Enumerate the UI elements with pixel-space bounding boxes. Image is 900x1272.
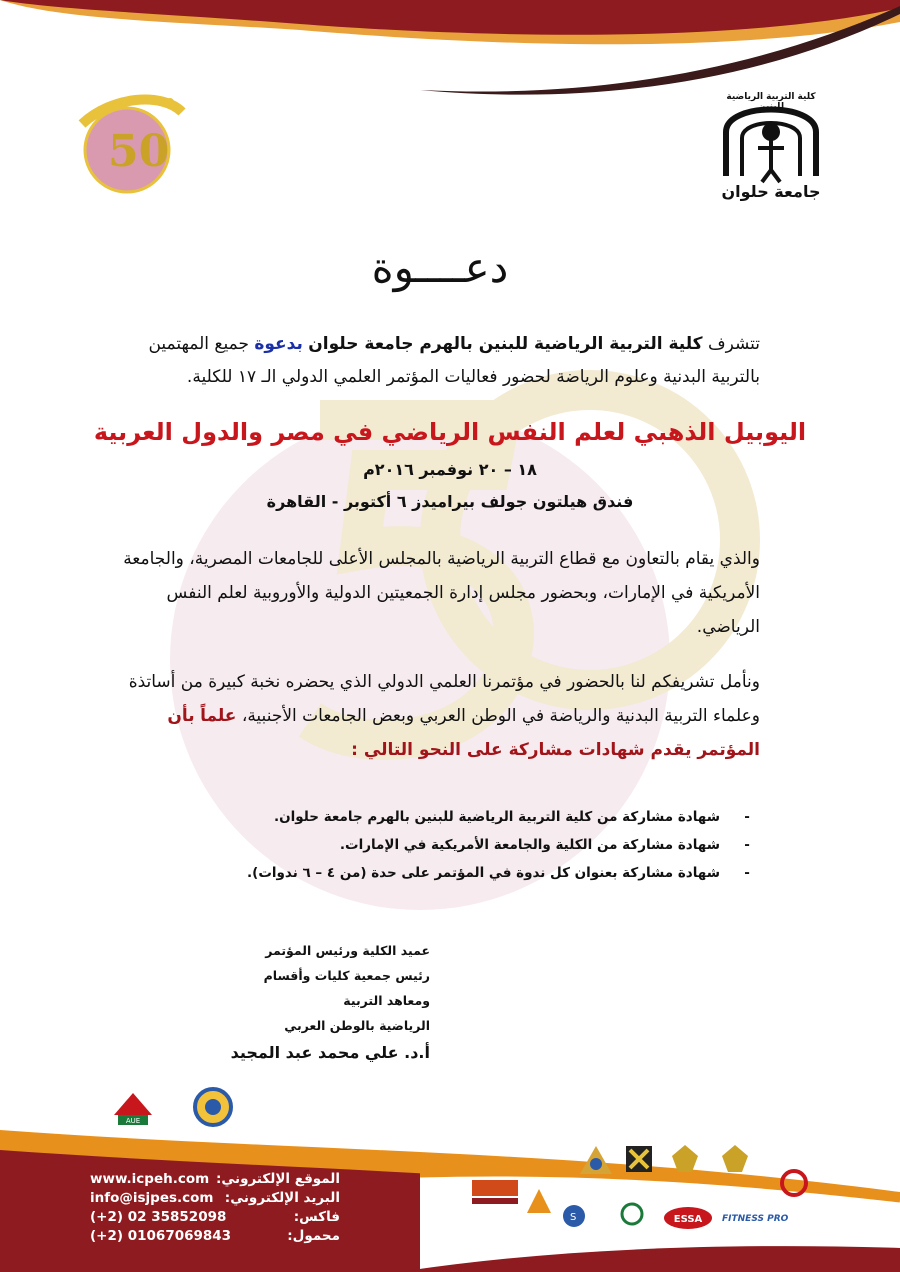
signature-title-line2: رئيس جمعية كليات وأقسام ومعاهد التربية [263,968,430,1008]
mobile-label: محمول: [287,1228,340,1244]
sponsor-logo-7 [778,1165,810,1201]
certificates-list [160,803,760,887]
signer-name: أ.د. علي محمد عبد المجيد [230,1043,430,1062]
contact-website-row [90,1170,340,1189]
intro-paragraph [120,328,760,394]
svg-text:ESSA: ESSA [673,1214,703,1225]
website-label: الموقع الإلكتروني: [216,1171,340,1187]
certificates-intro: بأن المؤتمر يقدم شهادات مشاركة على النحو التالي : [167,706,760,760]
svg-text:S: S [570,1212,577,1223]
svg-text:FITNESS PRO: FITNESS PRO [722,1214,789,1224]
contact-mobile-row [90,1227,340,1246]
helwan-logo-faculty-text: كلية التربية الرياضية للبنين [726,92,816,112]
event-venue: فندق هيلتون جولف بيراميدز ٦ أكتوبر - القاهرة [266,492,634,511]
intro-prefix: تتشرف [707,334,760,354]
event-dates: ١٨ – ٢٠ نوفمبر ٢٠١٦م [363,460,537,479]
list-item: - شهادة مشاركة من كلية التربية الرياضية للبنين بالهرم جامعة حلوان. [160,803,760,831]
attendance-emphasis: علماً [200,706,237,726]
fitness-pro-logo [720,1205,789,1231]
attendance-text: ونأمل تشريفكم لنا بالحضور في مؤتمرنا العلمي الدولي الذي يحضره نخبة كبيرة من أساتذة وعلماء التربية البدنية والرياضة في الوطن العربي وبعض الجامعات الأجنبية، [128,672,760,726]
list-item: - شهادة مشاركة من الكلية والجامعة الأمريكية في الإمارات. [160,831,760,859]
intro-invite-word: بدعوة [254,334,303,354]
sponsor-logo-3 [576,1140,616,1180]
sponsor-logo-4 [622,1142,656,1178]
list-item: - شهادة مشاركة بعنوان كل ندوة في المؤتمر على حدة (من ٤ – ٦ ندوات). [160,859,760,887]
email-value[interactable]: info@isjpes.com [90,1190,214,1206]
website-value[interactable]: www.icpeh.com [90,1171,210,1187]
invitation-title: دعــــوة [371,243,509,292]
fax-value: (+2) 02 35852098 [90,1209,227,1225]
contact-info [90,1170,340,1246]
egypt-eagle-logo-2 [718,1142,752,1176]
sponsor-logo-2 [524,1186,554,1216]
email-label: البريد الإلكتروني: [224,1190,340,1206]
svg-text:50: 50 [108,126,170,177]
contact-email-row [90,1189,340,1208]
signature-block [250,938,430,1038]
svg-text:AUE: AUE [125,1117,141,1125]
intro-faculty: كلية التربية الرياضية للبنين بالهرم جامعة حلوان [308,334,703,354]
contact-fax-row [90,1208,340,1227]
golden-jubilee-logo [72,88,197,198]
sponsor-logo-9 [612,1200,652,1234]
attendance-paragraph [100,665,760,767]
fax-label: فاكس: [293,1209,340,1225]
essa-logo [662,1205,714,1231]
event-headline: اليوبيل الذهبي لعلم النفس الرياضي في مصر والدول العربية [93,418,807,446]
sponsor-logo-8 [560,1198,600,1234]
helwan-logo-name: جامعة حلوان [721,182,821,201]
signature-title-line3: الرياضية بالوطن العربي [284,1018,430,1033]
signature-title-line1: عميد الكلية ورئيس المؤتمر [265,943,430,958]
mobile-value: (+2) 01067069843 [90,1228,232,1244]
cooperation-paragraph: والذي يقام بالتعاون مع قطاع التربية الرياضية بالمجلس الأعلى للجامعات المصرية، والجامعة الأمريكية في الإمارات، وبحضور مجلس إدارة الجمعيتين الدولية والأوروبية لعلم النفس الرياضي. [123,549,760,637]
sponsor-logo-1 [470,1172,520,1212]
egypt-eagle-logo-1 [668,1142,702,1176]
intro-rest: جميع المهتمين بالتربية البدنية وعلوم الرياضة لحضور فعاليات المؤتمر العلمي الدولي الـ ١٧ للكلية. [148,334,760,387]
